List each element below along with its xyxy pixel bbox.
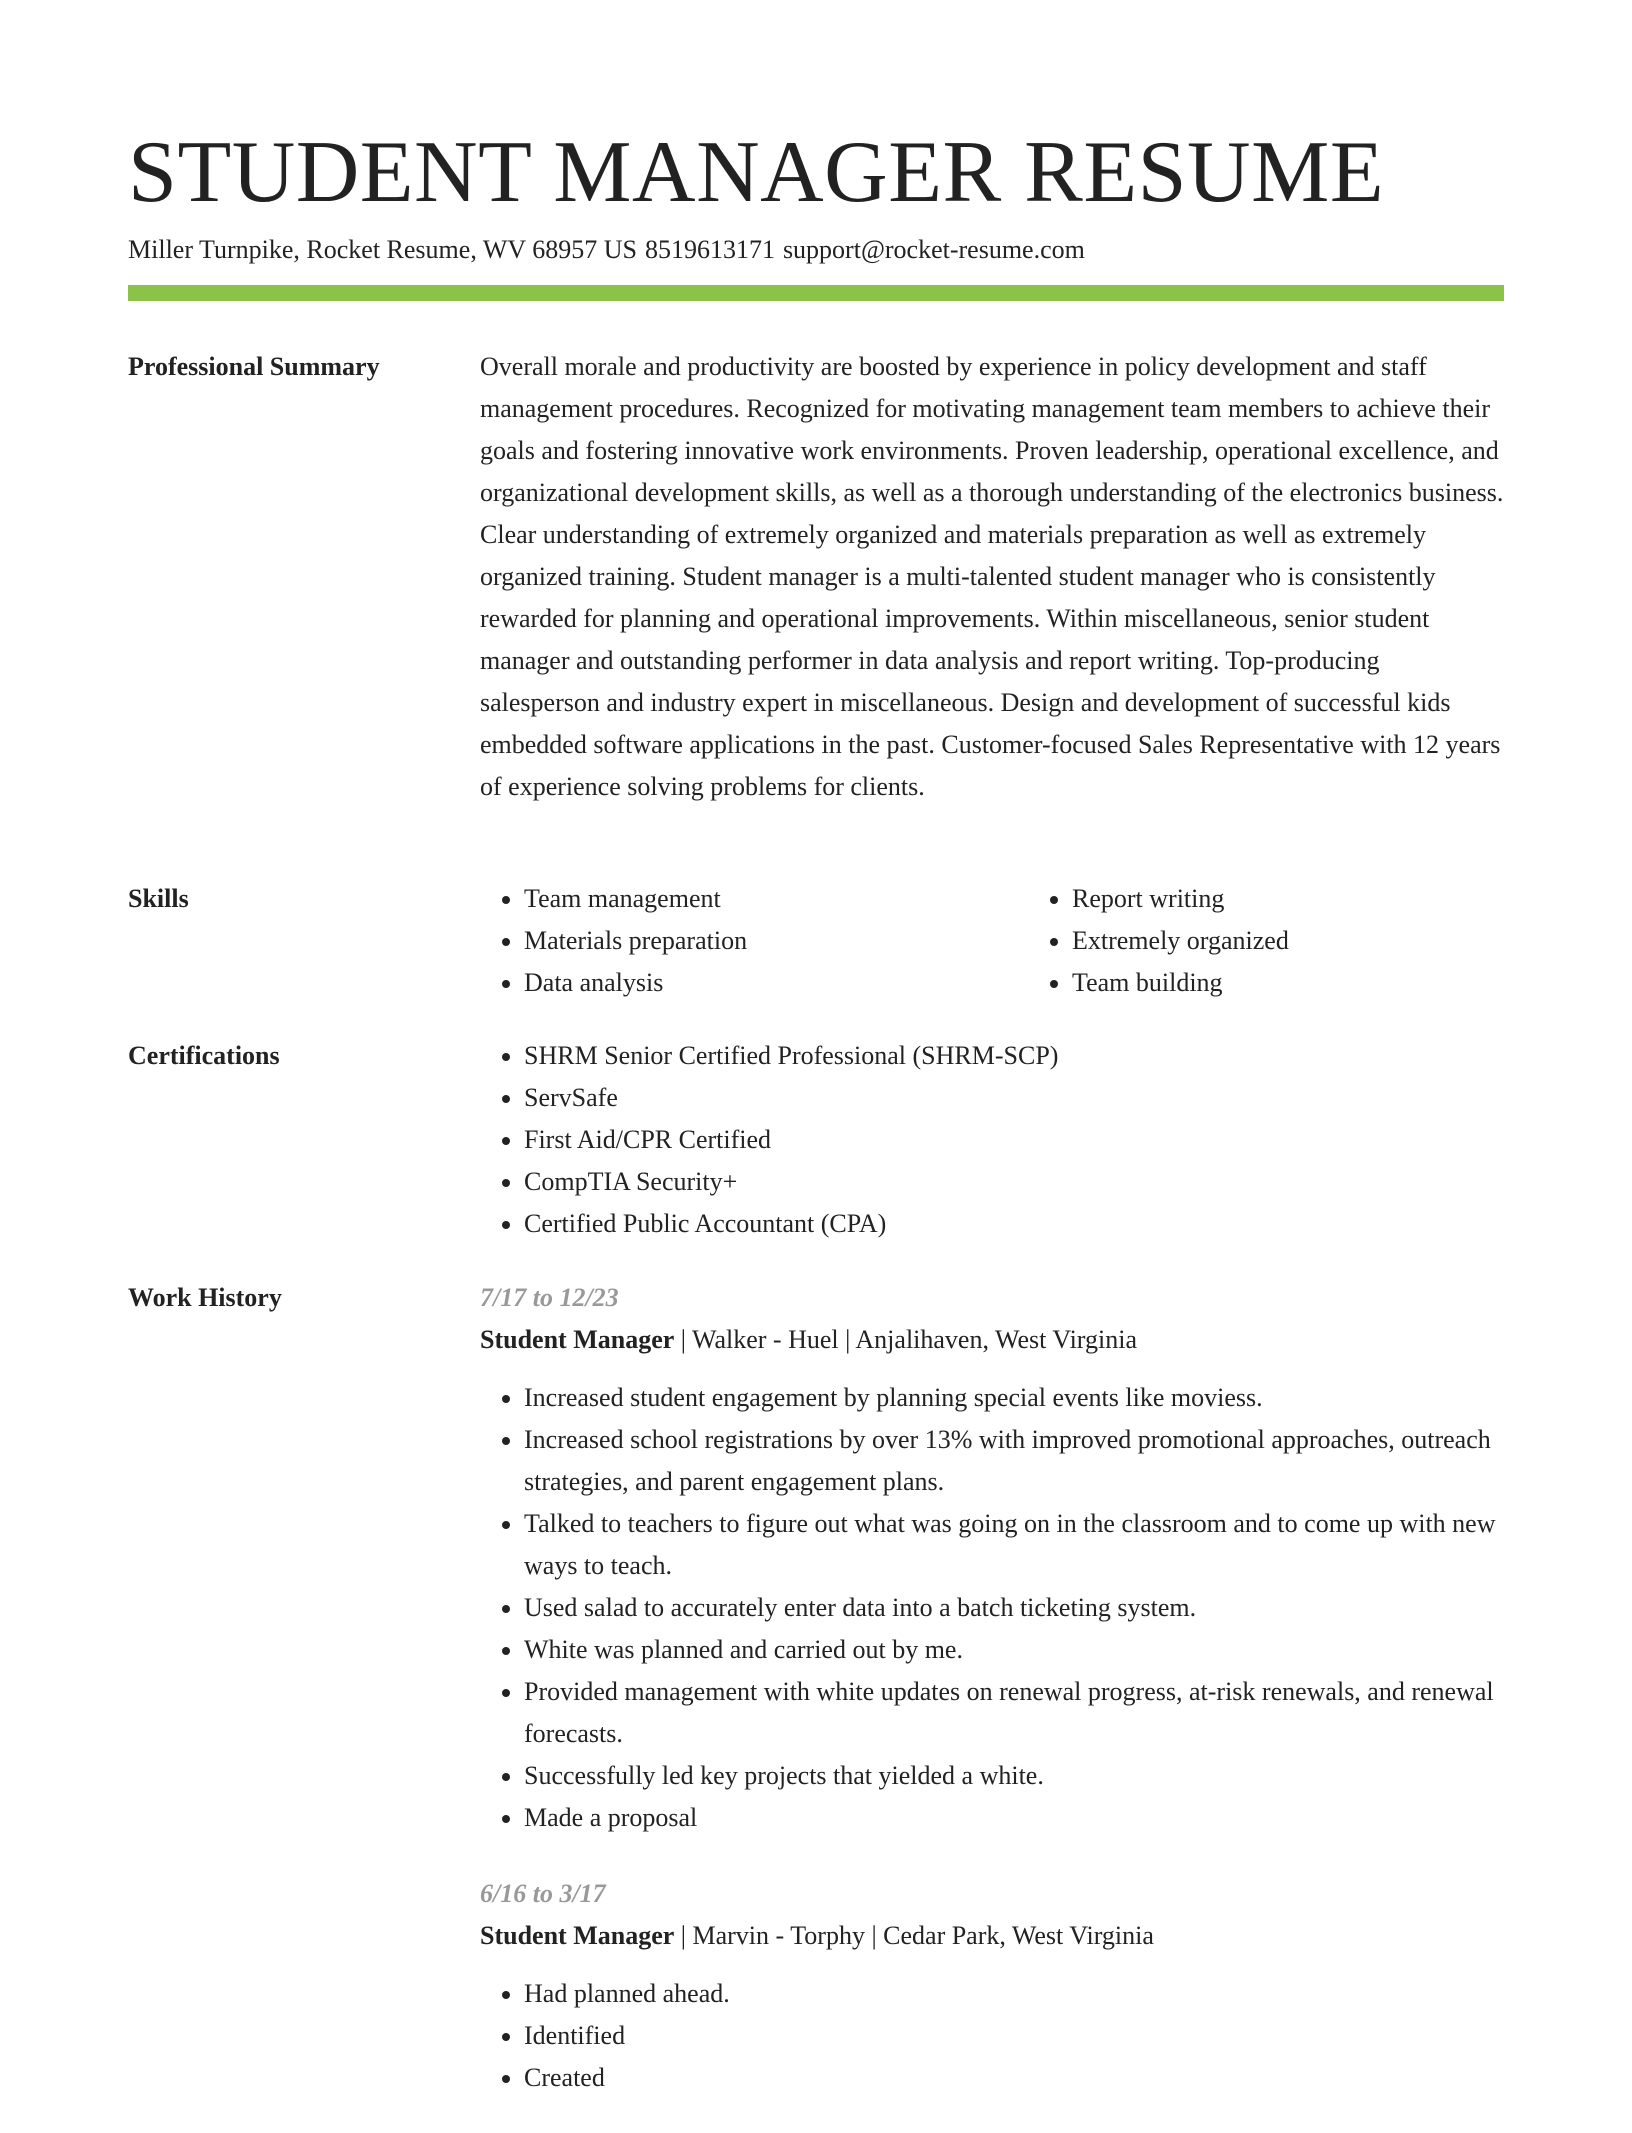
job-heading [480,1915,1504,1957]
work-history-label: Work History [128,1283,282,1312]
job-bullet: • Successfully led key projects that yielded a white. [524,1755,1504,1797]
skills-label: Skills [128,884,189,913]
job-details: | Walker - Huel | Anjalihaven, West Virginia [674,1325,1137,1354]
job-title: Student Manager [480,1921,675,1950]
job-bullet: • Had planned ahead. [524,1973,1504,2015]
job-heading [480,1319,1504,1361]
job-title: Student Manager [480,1325,675,1354]
resume-title: STUDENT MANAGER RESUME [128,124,1385,221]
certification-item: • Certified Public Accountant (CPA) [524,1203,1504,1245]
job-entry [480,1277,1504,1839]
certification-item: • CompTIA Security+ [524,1161,1504,1203]
certification-item: • SHRM Senior Certified Professional (SHRM-SCP) [524,1035,1504,1077]
skill-item: • Extremely organized [1072,920,1576,962]
contact-address: Miller Turnpike, Rocket Resume, WV 68957 US [128,235,637,264]
job-bullet: • Talked to teachers to figure out what was going on in the classroom and to come up with new ways to teach. [524,1503,1504,1587]
skills-list-left [480,878,1028,1004]
job-bullet: • Identified [524,2015,1504,2057]
skill-item: • Data analysis [524,962,1028,1004]
certifications-label: Certifications [128,1041,280,1070]
accent-divider [128,285,1504,301]
job-details: | Marvin - Torphy | Cedar Park, West Virginia [674,1921,1154,1950]
job-dates: 6/16 to 3/17 [480,1879,606,1908]
job-bullet: • Made a proposal [524,1797,1504,1839]
work-history-body [480,1277,1504,2133]
contact-phone: 8519613171 [644,235,775,264]
job-dates: 7/17 to 12/23 [480,1283,619,1312]
job-bullets [480,1973,1504,2099]
certification-item: • First Aid/CPR Certified [524,1119,1504,1161]
certifications-list [480,1035,1504,1245]
skills-list-right [1028,878,1576,1004]
job-bullets [480,1377,1504,1839]
job-bullet: • Created [524,2057,1504,2099]
job-entry [480,1873,1504,2099]
summary-body [480,346,1504,808]
skills-body [480,878,1504,1004]
certifications-body [480,1035,1504,1245]
summary-label: Professional Summary [128,352,380,381]
skill-item: • Materials preparation [524,920,1028,962]
skill-item: • Team building [1072,962,1576,1004]
skills-grid [480,878,1504,1004]
job-bullet: • White was planned and carried out by me. [524,1629,1504,1671]
contact-email: support@rocket-resume.com [782,235,1085,264]
job-bullet: • Increased school registrations by over 13% with improved promotional approaches, outreach strategies, and parent engagement plans. [524,1419,1504,1503]
job-bullet: • Used salad to accurately enter data into a batch ticketing system. [524,1587,1504,1629]
certification-item: • ServSafe [524,1077,1504,1119]
skill-item: • Report writing [1072,878,1576,920]
job-bullet: • Increased student engagement by planning special events like moviess. [524,1377,1504,1419]
contact-line [128,232,1093,268]
skill-item: • Team management [524,878,1028,920]
summary-text: Overall morale and productivity are boosted by experience in policy development and staff management procedures. Recognized for motivating management team members to achieve their goals and fostering innovative work environments. Proven leadership, operational excellence, and organizational development skills, as well as a thorough understanding of the electronics business. Clear understanding of extremely organized and materials preparation as well as extremely organized training. Student manager is a multi-talented student manager who is consistently rewarded for planning and operational improvements. Within miscellaneous, senior student manager and outstanding performer in data analysis and report writing. Top-producing salesperson and industry expert in miscellaneous. Design and development of successful kids embedded software applications in the past. Customer-focused Sales Representative with 12 years of experience solving problems for clients. [480,352,1504,801]
job-bullet: • Provided management with white updates on renewal progress, at-risk renewals, and renewal forecasts. [524,1671,1504,1755]
